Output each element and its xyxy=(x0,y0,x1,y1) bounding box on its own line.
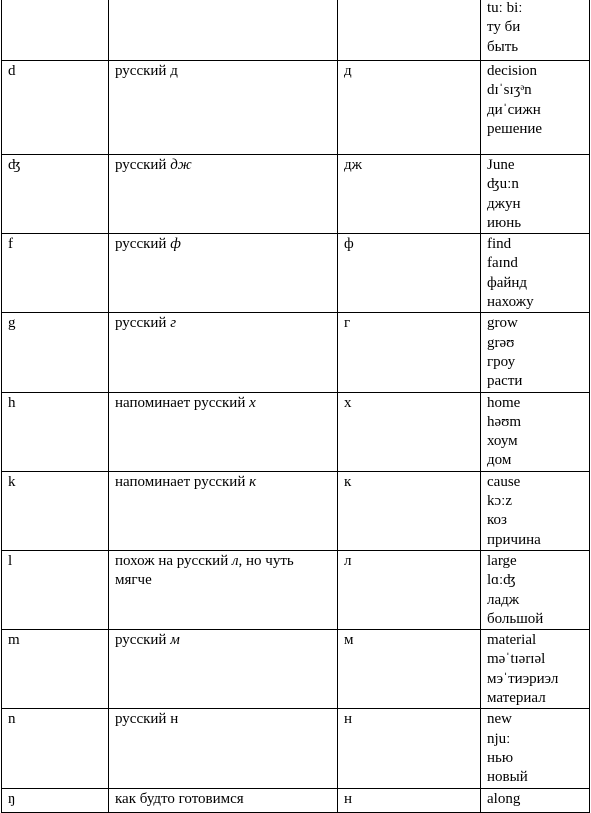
example-cell xyxy=(481,788,590,812)
example-cell xyxy=(481,630,590,709)
table-row xyxy=(2,155,590,234)
ipa-symbol-cell: d xyxy=(2,61,109,155)
example-word: grow xyxy=(487,315,518,332)
example-cell xyxy=(481,550,590,629)
ipa-symbol-cell: n xyxy=(2,709,109,788)
description-cell xyxy=(109,61,338,155)
example-translation: решение xyxy=(487,120,543,137)
table-row xyxy=(2,550,590,629)
example-transcription: faɪnd xyxy=(487,255,518,272)
description-text: похож на русский xyxy=(115,552,232,569)
table-row xyxy=(2,234,590,313)
russian-letter-cell: н xyxy=(338,709,481,788)
example-russian-reading: ладж xyxy=(487,591,520,608)
example-transcription: ʤuːn xyxy=(487,176,519,193)
example-translation: июнь xyxy=(487,214,522,231)
example-russian-reading: коз xyxy=(487,512,507,529)
table-body xyxy=(2,0,590,812)
description-cell xyxy=(109,550,338,629)
description-cell xyxy=(109,471,338,550)
description-letter: м xyxy=(170,632,180,649)
russian-letter-cell: л xyxy=(338,550,481,629)
description-text: русский xyxy=(115,315,171,332)
table-row xyxy=(2,0,590,61)
russian-letter-cell: г xyxy=(338,313,481,392)
example-transcription: kɔːz xyxy=(487,493,512,510)
example-transcription: məˈtɪərɪəl xyxy=(487,651,546,668)
example-transcription: njuː xyxy=(487,730,511,747)
example-russian-reading: мэˈтиэриэл xyxy=(487,670,559,687)
ipa-symbol-cell: k xyxy=(2,471,109,550)
example-russian-reading: хоум xyxy=(487,433,518,450)
example-translation: материал xyxy=(487,690,546,707)
example-word: cause xyxy=(487,473,521,490)
ipa-symbol-cell: ŋ xyxy=(2,788,109,812)
example-cell xyxy=(481,61,590,155)
example-translation: расти xyxy=(487,373,523,390)
russian-letter-cell: д xyxy=(338,61,481,155)
description-letter: дж xyxy=(170,157,192,173)
example-translation: большой xyxy=(487,610,544,627)
russian-letter-cell: н xyxy=(338,788,481,812)
ipa-symbol-cell xyxy=(2,0,109,61)
table-row xyxy=(2,392,590,471)
example-word: along xyxy=(487,790,521,807)
example-word: home xyxy=(487,394,521,411)
description-text: русский xyxy=(115,632,171,649)
example-word: tuː biː xyxy=(487,0,523,16)
ipa-symbol-cell: g xyxy=(2,313,109,392)
example-russian-reading: джун xyxy=(487,195,521,212)
description-letter: г xyxy=(170,315,177,332)
description-letter: л xyxy=(231,552,239,569)
example-word: large xyxy=(487,552,517,569)
description-text: русский н xyxy=(115,711,179,728)
table-row xyxy=(2,788,590,812)
example-word: new xyxy=(487,711,512,728)
example-cell xyxy=(481,392,590,471)
description-cell xyxy=(109,234,338,313)
description-letter: к xyxy=(249,473,257,490)
example-transcription: lɑːʤ xyxy=(487,572,516,589)
russian-letter-cell: ф xyxy=(338,234,481,313)
example-translation: причина xyxy=(487,531,541,548)
example-translation: новый xyxy=(487,769,528,786)
description-cell xyxy=(109,0,338,61)
example-cell xyxy=(481,0,590,61)
ipa-symbol-cell: m xyxy=(2,630,109,709)
russian-letter-cell: дж xyxy=(338,155,481,234)
description-text: напоминает русский xyxy=(115,473,250,490)
description-text: русский xyxy=(115,236,171,253)
example-cell xyxy=(481,471,590,550)
example-russian-reading: гроу xyxy=(487,353,516,370)
example-russian-reading: быть xyxy=(487,38,519,55)
description-cell xyxy=(109,709,338,788)
table-row xyxy=(2,61,590,155)
example-russian-reading: файнд xyxy=(487,274,528,291)
description-letter: х xyxy=(249,394,256,411)
example-word: decision xyxy=(487,63,537,79)
example-transcription: həʊm xyxy=(487,413,522,430)
example-translation: дом xyxy=(487,452,512,469)
description-text: , но чуть мягче xyxy=(115,552,294,589)
description-cell xyxy=(109,155,338,234)
example-cell xyxy=(481,313,590,392)
table-row xyxy=(2,471,590,550)
example-russian-reading: диˈсижн xyxy=(487,101,541,118)
example-transcription: ту би xyxy=(487,19,521,36)
table-row xyxy=(2,709,590,788)
ipa-symbol-cell: h xyxy=(2,392,109,471)
description-cell xyxy=(109,630,338,709)
ipa-symbol-cell: ʤ xyxy=(2,155,109,234)
description-cell xyxy=(109,313,338,392)
example-word: June xyxy=(487,157,515,173)
russian-letter-cell xyxy=(338,0,481,61)
description-text: русский д xyxy=(115,63,178,79)
example-cell xyxy=(481,155,590,234)
example-translation: нахожу xyxy=(487,294,534,311)
table-row xyxy=(2,313,590,392)
ipa-symbol-cell: f xyxy=(2,234,109,313)
description-text: как будто готовимся xyxy=(115,790,244,807)
description-text: напоминает русский xyxy=(115,394,250,411)
description-letter: ф xyxy=(170,236,181,253)
example-word: material xyxy=(487,632,537,649)
example-transcription: grəʊ xyxy=(487,334,515,351)
russian-letter-cell: х xyxy=(338,392,481,471)
example-cell xyxy=(481,234,590,313)
example-russian-reading: нью xyxy=(487,749,514,766)
example-word: find xyxy=(487,236,512,253)
russian-letter-cell: м xyxy=(338,630,481,709)
russian-letter-cell: к xyxy=(338,471,481,550)
description-text: русский xyxy=(115,157,171,173)
example-cell xyxy=(481,709,590,788)
table-row xyxy=(2,630,590,709)
ipa-symbol-cell: l xyxy=(2,550,109,629)
ipa-consonant-table xyxy=(1,0,590,813)
description-cell xyxy=(109,788,338,812)
example-transcription: dɪˈsɪʒᵊn xyxy=(487,82,532,99)
description-cell xyxy=(109,392,338,471)
